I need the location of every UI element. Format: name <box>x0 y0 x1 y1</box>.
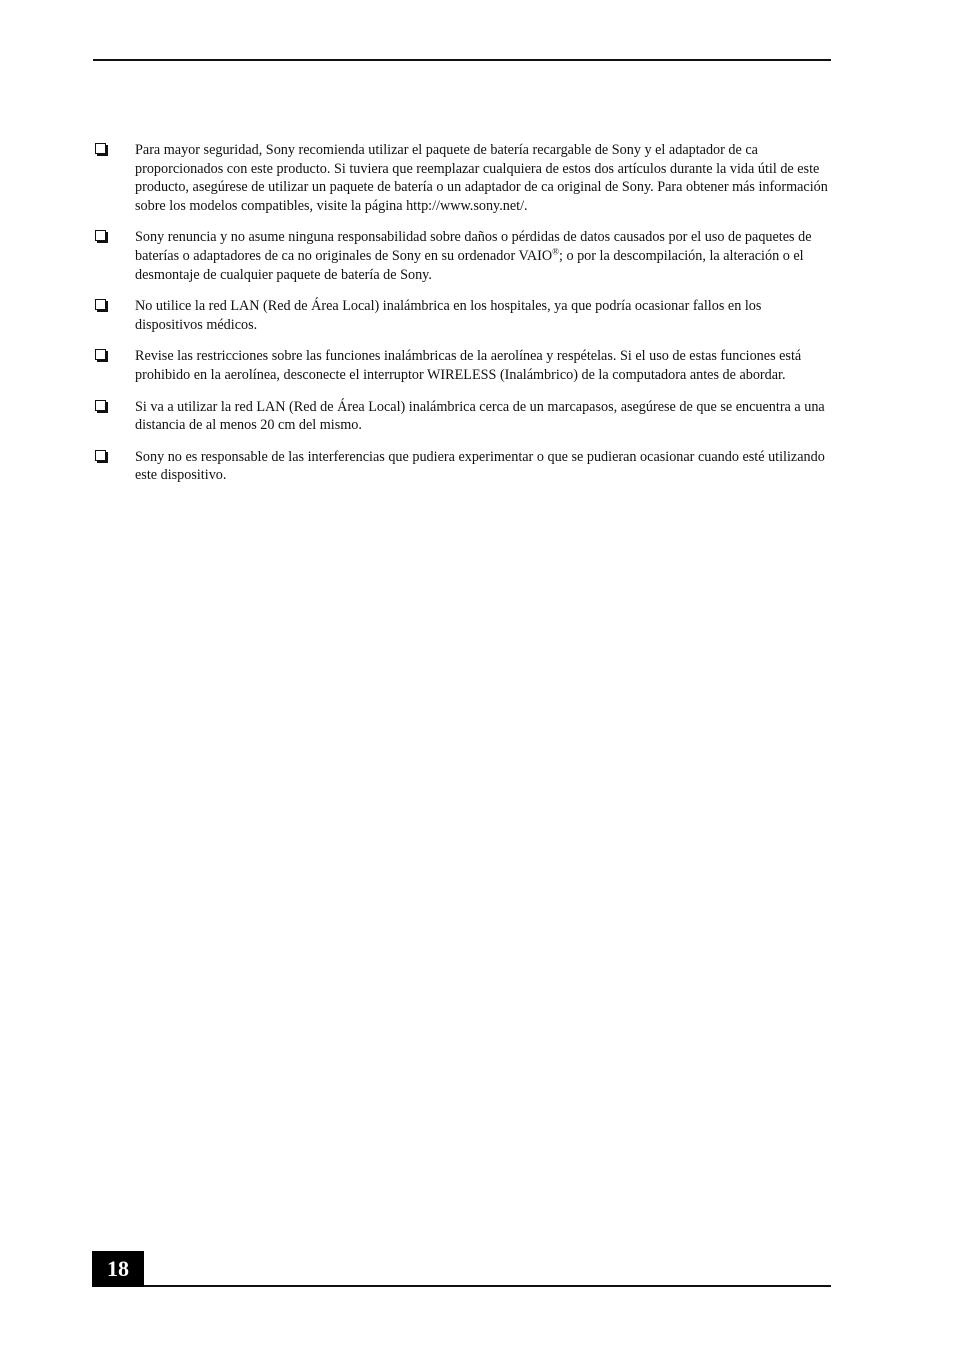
list-item <box>93 141 831 215</box>
page-number: 18 <box>92 1251 144 1287</box>
list-item-text: Para mayor seguridad, Sony recomienda utilizar el paquete de batería recargable de Sony y el adaptador de ca proporcionados con este producto. Si tuviera que reemplazar cualquiera de estos dos artículos durante la vida útil de este producto, asegúrese de utilizar un paquete de batería o un adaptador de ca original de Sony. Para obtener más información sobre los modelos compatibles, visite la página http://www.sony.net/. <box>135 142 828 214</box>
checkbox-bullet-icon <box>95 143 106 154</box>
registered-trademark-symbol: ® <box>552 246 559 257</box>
list-item-text: Revise las restricciones sobre las funciones inalámbricas de la aerolínea y respételas. Si el uso de estas funciones está prohibido en la aerolínea, desconecte el interruptor WIRELESS (Inalámbrico) de la computadora antes de abordar. <box>135 348 802 383</box>
checkbox-bullet-icon <box>95 299 106 310</box>
checkbox-bullet-icon <box>95 349 106 360</box>
list-item-text: No utilice la red LAN (Red de Área Local) inalámbrica en los hospitales, ya que podría ocasionar fallos en los dispositivos médicos. <box>135 298 762 333</box>
header-rule <box>93 59 831 61</box>
list-item-text-after: ; o por la descompilación, la alteración o el desmontaje de cualquier paquete de batería de Sony. <box>135 247 804 283</box>
list-item-text: Sony no es responsable de las interferencias que pudiera experimentar o que se pudieran ocasionar cuando esté utilizando este dispositivo. <box>135 448 825 484</box>
checkbox-bullet-icon <box>95 450 106 461</box>
checkbox-bullet-icon <box>95 400 106 411</box>
list-item <box>93 398 831 435</box>
safety-notes-list <box>93 141 831 498</box>
footer-rule <box>144 1285 831 1287</box>
list-item-text-before: Sony renuncia y no asume ninguna responsabilidad sobre daños o pérdidas de datos causados por el uso de paquetes de baterías o adaptadores de ca no originales de Sony en su ordenador VAIO <box>135 229 812 264</box>
list-item <box>93 228 831 284</box>
list-item-text: Si va a utilizar la red LAN (Red de Área Local) inalámbrica cerca de un marcapasos, asegúrese de que se encuentra a una distancia de al menos 20 cm del mismo. <box>135 398 825 434</box>
list-item <box>93 347 831 384</box>
checkbox-bullet-icon <box>95 230 106 241</box>
list-item-text <box>135 229 812 282</box>
list-item <box>93 297 831 334</box>
list-item <box>93 448 831 485</box>
